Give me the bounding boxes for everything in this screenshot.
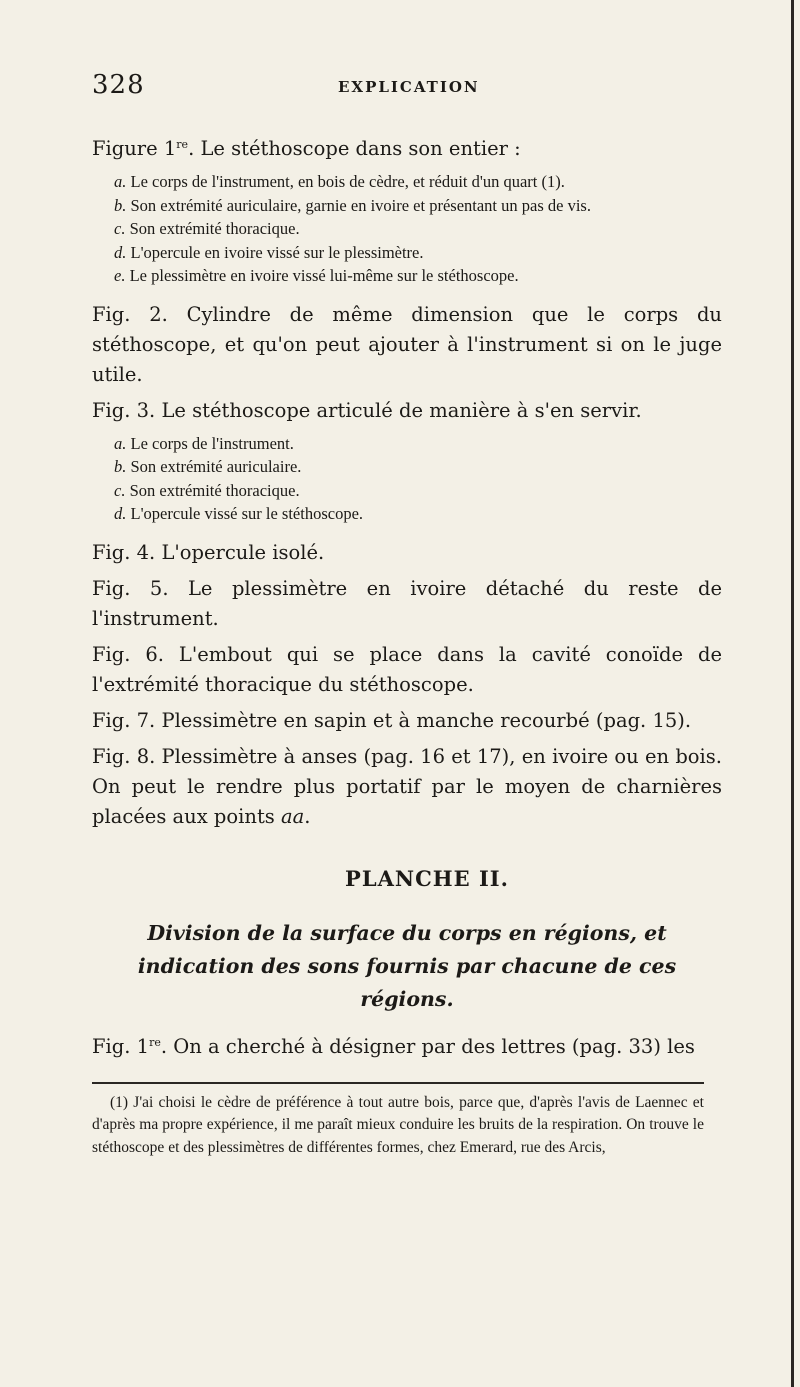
book-page [92, 60, 722, 1159]
footnote-divider [92, 1082, 704, 1084]
item-text: Le corps de l'instrument. [130, 433, 294, 453]
plate-figure-1-caption [92, 1032, 722, 1062]
item-letter: c. [114, 219, 126, 238]
plate-figure-1-label: Fig. 1 [92, 1034, 150, 1058]
figure-3-parts-list [92, 432, 722, 526]
figure-8-end: . [304, 804, 311, 828]
list-item [92, 432, 722, 456]
item-text: Son extrémité thoracique. [129, 480, 300, 500]
figure-8-text: Fig. 8. Plessimètre à anses (pag. 16 et 17), en ivoire ou en bois. On peut le rendre plus portatif par le moyen de charnières placées aux points [92, 744, 722, 828]
page-edge-line [791, 0, 794, 1387]
list-item [92, 502, 722, 526]
item-text: L'opercule vissé sur le stéthoscope. [130, 504, 364, 523]
item-letter: b. [114, 457, 127, 476]
figure-3-caption: Fig. 3. Le stéthoscope articulé de manière à s'en servir. [92, 398, 642, 422]
section-title: Division de la surface du corps en régions, et indication des sons fournis par chacune de ces régions. [137, 920, 677, 1011]
figure-6-caption: Fig. 6. L'embout qui se place dans la cavité conoïde de l'extrémité thoracique du stéthoscope. [92, 642, 722, 696]
page-number: 328 [92, 70, 145, 100]
figure-1-label: Figure 1 [92, 137, 177, 160]
figure-2-caption: Fig. 2. Cylindre de même dimension que le corps du stéthoscope, et qu'on peut ajouter à l'instrument si on le juge utile. [92, 302, 722, 386]
item-letter: d. [114, 504, 127, 523]
figure-8-caption [92, 742, 722, 832]
figure-7-caption: Fig. 7. Plessimètre en sapin et à manche recourbé (pag. 15). [92, 708, 692, 732]
item-letter: a. [114, 433, 127, 453]
figure-1-parts-list [92, 170, 722, 288]
item-text: Le corps de l'instrument, en bois de cèdre, et réduit d'un quart (1). [130, 172, 565, 191]
item-text: Le plessimètre en ivoire vissé lui-même sur le stéthoscope. [129, 266, 519, 285]
list-item [92, 194, 722, 218]
item-letter: b. [114, 195, 127, 215]
item-letter: a. [114, 172, 127, 191]
item-text: Son extrémité thoracique. [129, 219, 300, 238]
item-text: Son extrémité auriculaire, garnie en ivoire et présentant un pas de vis. [130, 195, 591, 215]
list-item [92, 170, 722, 194]
item-letter: e. [114, 266, 126, 285]
figure-1-label-superscript: re [176, 138, 189, 151]
list-item [92, 479, 722, 503]
figure-4-caption: Fig. 4. L'opercule isolé. [92, 540, 325, 564]
footnote: (1) J'ai choisi le cèdre de préférence à tout autre bois, parce que, d'après l'avis de Laennec et d'après ma propre expérience, il me paraît mieux conduire les bruits de la respiration. On trouve le stéthoscope et des plessimètres de différentes formes, chez Emerard, rue des Arcis, [92, 1093, 704, 1156]
plate-figure-1-text: . On a cherché à désigner par des lettres (pag. 33) les [160, 1034, 695, 1058]
running-head-title: EXPLICATION [338, 78, 480, 96]
item-text: Son extrémité auriculaire. [130, 457, 302, 476]
figure-1-caption [92, 134, 722, 164]
figure-8-points: aa [281, 804, 305, 828]
list-item [92, 455, 722, 479]
plate-heading: PLANCHE II. [345, 865, 509, 891]
item-letter: c. [114, 480, 126, 500]
figure-1-text: . Le stéthoscope dans son entier : [188, 137, 521, 160]
list-item [92, 217, 722, 241]
item-text: L'opercule en ivoire vissé sur le plessimètre. [130, 242, 424, 262]
list-item [92, 264, 722, 288]
item-letter: d. [114, 242, 127, 262]
list-item [92, 241, 722, 265]
plate-figure-1-label-superscript: re [149, 1035, 161, 1049]
running-head [92, 70, 722, 110]
figure-5-caption: Fig. 5. Le plessimètre en ivoire détaché du reste de l'instrument. [92, 576, 722, 630]
